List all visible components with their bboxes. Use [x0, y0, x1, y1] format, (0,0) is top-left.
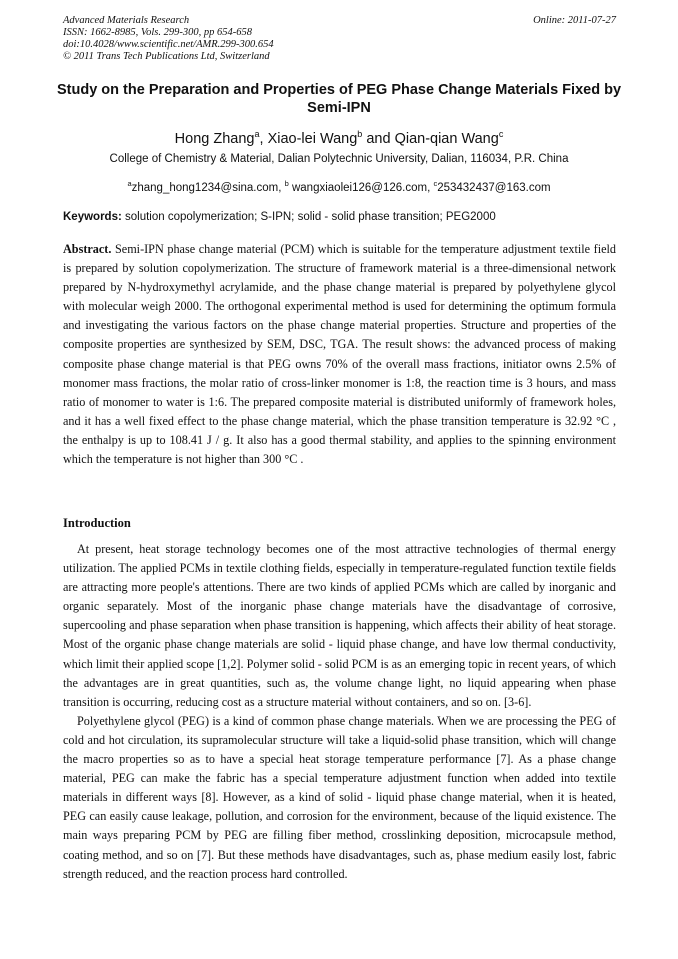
- author-1: Hong Zhang$^a$: [174, 129, 260, 147]
- online-date: Online: 2011-07-27: [533, 15, 616, 26]
- paper-title: Study on the Preparation and Properties of PEG Phase Change Materials Fixed by Semi-IPN: [56, 82, 622, 116]
- abstract-text: Semi-IPN phase change material (PCM) which is suitable for the temperature adjustment textile field is prepared by solution copolymerization. The structure of framework material is a three-dimensional network prepared by N-hydroxymethyl acrylamide, and the phase change material is prepared by polyethylene glycol with molecular weigh 2000. The orthogonal experimental method is used for determining the optimum formula and investigating the various factors on the phase change material properties. Structure and properties of the composite properties are synthesized by SEM, DSC, TGA. The result shows: the advanced process of making composite phase change material is that PEG owns 70% of the overall mass fractions, initiator owns 2.5% of monomer mass fractions, the molar ratio of cross-linker monomer is 1:8, the reaction time is 3 hours, and mass ratio of monomer to water is 1:6. The prepared composite material is distributed uniformly of framework holes, and it has a well fixed effect to the phase change material, which the phase transition temperature is 32.92 °C , the enthalpy is up to 108.41 J / g. It also has a good thermal stability, and applies to the spinning environment which the temperature is not higher than 300 °C .: [63, 242, 617, 467]
- email-3: $^c$253432437@163.com: [433, 179, 551, 194]
- author-separator: ,: [259, 130, 268, 147]
- doi-line: doi:10.4028/www.scientific.net/AMR.299-300.654: [63, 39, 274, 50]
- author-list: [0, 125, 678, 148]
- affiliation: College of Chemistry & Material, Dalian Polytechnic University, Dalian, 116034, P.R. China: [109, 153, 569, 165]
- journal-name: Advanced Materials Research: [63, 15, 190, 26]
- author-2: Xiao-lei Wang$^b$: [267, 129, 363, 147]
- intro-paragraph-2: Polyethylene glycol (PEG) is a kind of common phase change materials. When we are processing the PEG of cold and hot circulation, its supramolecular structure will take a liquid-solid phase transition, which will change the macro properties so as to have a special heat storage temperature performance [7]. As a phase change material, PEG can make the fabric has a special temperature adjustment function when added into textile materials in different ways [8]. However, as a kind of solid - liquid phase change material, when it is heated, PEG can easily cause leakage, pollution, and corrosion for the environment, because of the liquid existence. The main ways preparing PCM by PEG are filling fiber method, crosslinking deposition, microcapsule method, coating method, and so on [7]. But these methods have disadvantages, such as, phase medium easily lost, fabric strength reduced, and the reaction process hard controlled.: [63, 713, 616, 881]
- abstract: [63, 240, 616, 469]
- journal-header: [63, 15, 616, 63]
- abstract-label: Abstract.: [63, 242, 112, 256]
- author-and: and: [362, 130, 395, 147]
- section-heading-introduction: Introduction: [63, 516, 131, 530]
- keywords-label: Keywords:: [63, 211, 122, 223]
- introduction-body: [63, 540, 616, 884]
- copyright-line: © 2011 Trans Tech Publications Ltd, Switzerland: [63, 51, 270, 62]
- keywords: [63, 210, 616, 224]
- author-3: Qian-qian Wang$^c$: [394, 129, 504, 147]
- intro-paragraph-1: At present, heat storage technology becomes one of the most attractive technologies of thermal energy utilization. The applied PCMs in textile clothing fields, especially in temperature-regulated function textile fields are attracting more people's attentions. There are two kinds of applied PCMs which are called by inorganic and organic separately. Most of the inorganic phase change materials have the disadvantage of corrosive, supercooling and phase separation when phase transition is happening, which affects their ability of heat storage. Most of the organic phase change materials are solid - liquid phase change, and have low thermal conductivity, which limit their applied scope [1,2]. Polymer solid - solid PCM is as an emerging topic in recent years, of which the advantages are in great quantities, such as, the volume change light, no liquid appearing when phase transition is occurring, reducing cost as a structure material without containers, and so on. [3-6].: [63, 542, 616, 709]
- email-2: $^b$ wangxiaolei126@126.com: [284, 179, 428, 194]
- email-1: $^a$zhang_hong1234@sina.com: [127, 179, 279, 194]
- keywords-text: solution copolymerization; S-IPN; solid - solid phase transition; PEG2000: [125, 211, 496, 223]
- email-list: $^a$zhang_hong1234@sina.com, $^b$ wangxiaolei126@126.com, $^c$253432437@163.com: [127, 179, 551, 194]
- issn-line: ISSN: 1662-8985, Vols. 299-300, pp 654-658: [63, 27, 252, 38]
